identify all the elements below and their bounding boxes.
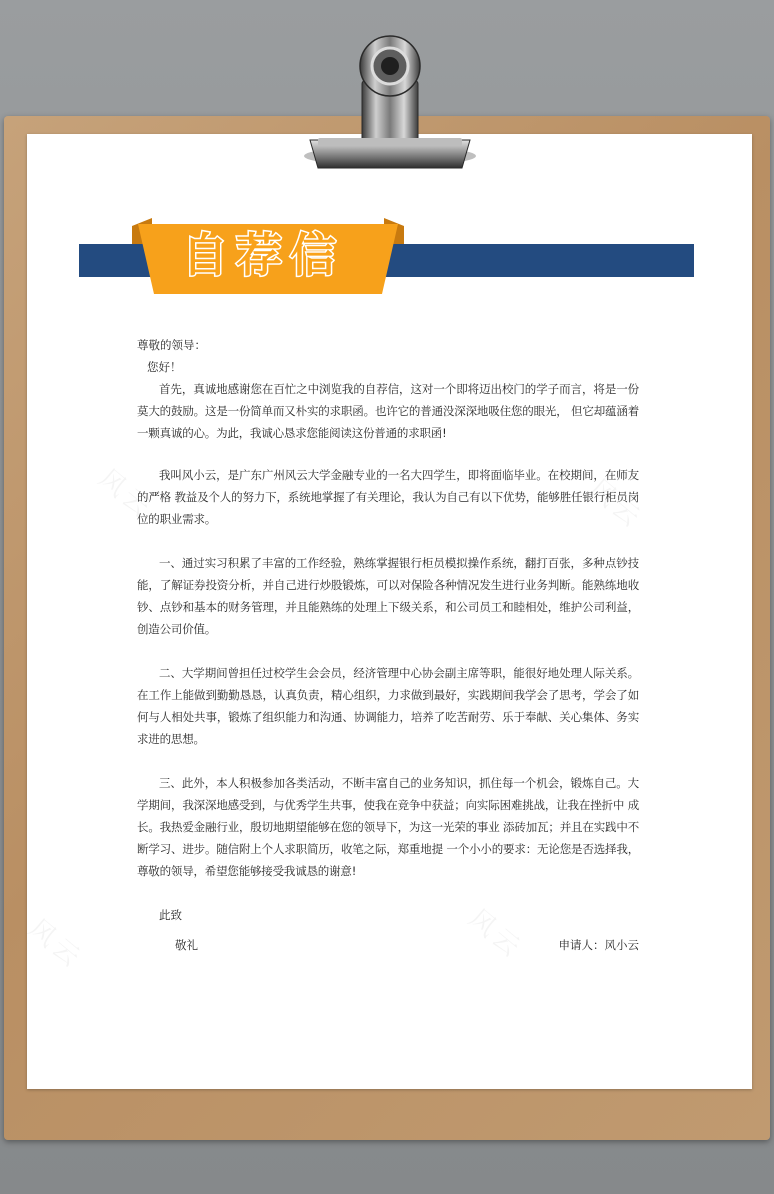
strength-paragraph-1: 一、通过实习积累了丰富的工作经验，熟练掌握银行柜员模拟操作系统，翻打百张，多种点钞技能，了解证券投资分析，并自己进行炒股锻炼，可以对保险各种情况发生进行业务判断。能熟练地收钞、点钞和基本的财务管理，并且能熟练的处理上下级关系，和公司员工和睦相处，维护公司利益，创造公司价值。 [137, 556, 639, 636]
self-intro-paragraph: 我叫风小云，是广东广州风云大学金融专业的一名大四学生，即将面临毕业。在校期间，在师友的严格 教益及个人的努力下，系统地掌握了有关理论，我认为自己有以下优势，能够胜任银行柜员岗位的职业需求。 [137, 468, 639, 526]
watermark [22, 909, 92, 976]
closing: 此致 [159, 908, 182, 922]
strength-paragraph-3: 三、此外，本人积极参加各类活动，不断丰富自己的业务知识，抓住每一个机会，锻炼自己。大学期间，我深深地感受到，与优秀学生共事，使我在竞争中获益；向实际困难挑战，让我在挫折中 成长。我热爱金融行业，殷切地期望能够在您的领导下，为这一光荣的事业 添砖加瓦；并且在实践中不断学习、进步。随信附上个人求职简历，收笔之际，郑重地提 一个小小的要求：无论您是否选择我，尊敬的领导，希望您能够接受我诚恳的谢意! [137, 776, 639, 878]
intro-paragraph: 首先，真诚地感谢您在百忙之中浏览我的自荐信，这对一个即将迈出校门的学子而言，将是一份莫大的鼓励。这是一份简单而又朴实的求职函。也许它的普通没深深地吸住您的眼光， 但它却蕴涵着一颗真诚的心。为此，我诚心恳求您能阅读这份普通的求职函! [137, 382, 639, 440]
applicant-signature: 申请人：风小云 [558, 938, 639, 952]
regards: 敬礼 [175, 938, 198, 952]
page-title: 自荐信 [182, 228, 344, 282]
signature-row [137, 934, 639, 956]
greeting: 您好！ [147, 360, 182, 374]
salutation: 尊敬的领导： [137, 338, 206, 352]
binder-clip-icon [300, 28, 480, 178]
letter-body [137, 334, 639, 956]
strength-paragraph-2: 二、大学期间曾担任过校学生会会员，经济管理中心协会副主席等职，能很好地处理人际关系。在工作上能做到勤勤恳恳，认真负责，精心组织，力求做到最好，实践期间我学会了思考，学会了如何与人相处共事，锻炼了组织能力和沟通、协调能力，培养了吃苦耐劳、乐于奉献、关心集体、务实求进的思想。 [137, 666, 639, 746]
